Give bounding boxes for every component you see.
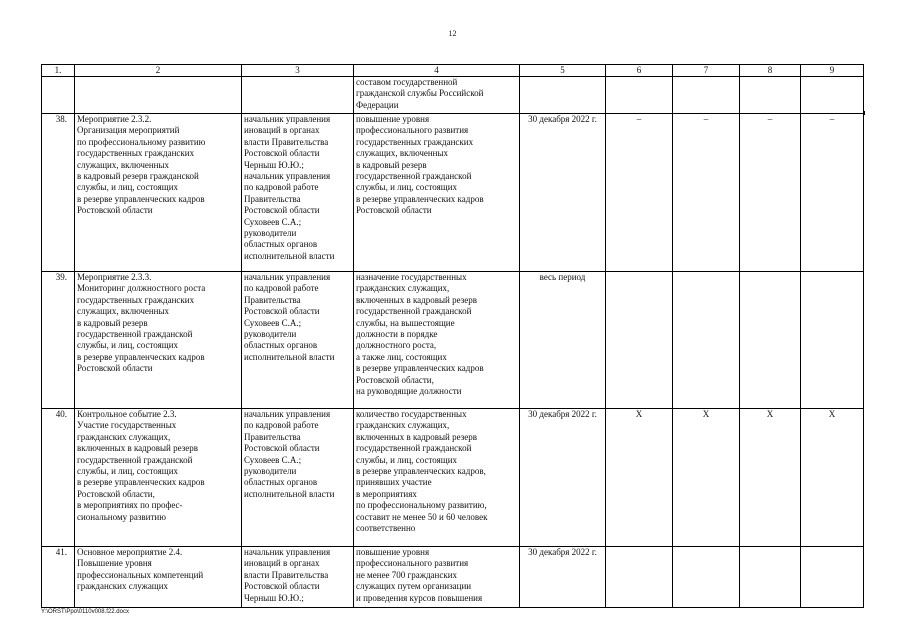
result-cell [354,272,520,409]
margin-tick [864,111,867,115]
header-cell: 8 [740,65,801,77]
cell [42,77,75,114]
measure-cell [75,272,242,409]
header-cell: 6 [606,65,673,77]
text-line: Повышение уровня [77,558,152,569]
text-line: Ростовской области [244,443,320,454]
measure-cell [75,409,242,547]
row-number: 39. [42,272,75,409]
text-line: гражданских служащих, [356,420,450,431]
text-line: государственной гражданской [356,443,472,454]
text-line: по профессиональному развитию, [356,500,487,511]
text-line: гражданских служащих, [356,283,450,294]
text-line: должности в порядке [356,329,438,340]
deadline-cell: 30 декабря 2022 г. [520,409,606,547]
text-line: Участие государственных [77,420,177,431]
text-line: профессионального развития [356,558,469,569]
text-line: Правительства [244,193,301,204]
table-row [42,547,864,608]
cont-col4 [354,77,520,114]
text-line: Мероприятие 2.3.2. [77,114,152,124]
header-cell: 3 [242,65,354,77]
text-line: включенных в кадровый резерв [356,294,478,305]
text-line: служащих, включенных [356,148,449,159]
text-line: Ростовской области [244,148,320,159]
text-line: Суховеев С.А.; [244,454,302,465]
text-line: в резерве управленческих кадров, [356,466,486,477]
text-line: исполнительной власти [244,351,335,362]
row-number: 41. [42,547,75,608]
text-line: Ростовской области [356,205,432,216]
responsible-cell [242,547,354,608]
text-line: службы, и лиц, состоящих [77,466,179,477]
text-line: областных органов [244,239,318,250]
year-cell [801,272,864,409]
cell [673,77,740,114]
responsible-cell [242,409,354,547]
year-cell: – [740,114,801,272]
text-line: Суховеев С.А.; [244,317,302,328]
year-cell [606,272,673,409]
text-line: Суховеев С.А.; [244,216,302,227]
text-line: руководители [244,329,297,340]
text-line: и проведения курсов повышения [356,592,483,603]
header-row [42,65,864,77]
measure-cell [75,547,242,608]
text-line: начальник управления [244,547,331,557]
year-cell: – [673,114,740,272]
cell [801,77,864,114]
responsible-cell [242,272,354,409]
text-line: включенных в кадровый резерв [356,431,478,442]
text-line: государственной гражданской [356,171,472,182]
text-line: иноваций в органах [244,125,320,136]
text-line: Ростовской области [244,306,320,317]
text-line: власти Правительства [244,136,329,147]
year-cell [606,547,673,608]
text-line: повышение уровня [356,547,430,557]
text-line: в мероприятиях [356,488,417,499]
text-line: государственных гражданских [77,294,195,305]
file-path-footer: Y:\ORST\Ppo\0110v008.f22.docx [41,609,129,615]
text-line: службы, и лиц, состоящих [356,182,458,193]
year-cell [801,547,864,608]
text-line: Организация мероприятий [77,125,180,136]
text-line: Черныш Ю.Ю.; [244,159,304,170]
text-line: Ростовской области [244,581,320,592]
year-cell: X [606,409,673,547]
year-cell [673,272,740,409]
text-line: Мероприятие 2.3.3. [77,272,152,282]
text-line: по кадровой работе [244,182,319,193]
text-line: Ростовской области [77,363,153,374]
text-line: назначение государственных [356,272,467,282]
text-line: в кадровый резерв гражданской [77,171,199,182]
text-line: в резерве управленческих кадров [77,477,205,488]
text-line: по кадровой работе [244,420,319,431]
row-number: 38. [42,114,75,272]
text-line: профессионального развития [356,125,469,136]
measure-cell [75,114,242,272]
text-line: государственной гражданской [77,454,193,465]
year-cell [673,547,740,608]
deadline-cell: весь период [520,272,606,409]
text-line: начальник управления [244,409,331,419]
text-line: государственных гражданских [356,136,474,147]
responsible-cell [242,114,354,272]
year-cell [740,547,801,608]
text-line: в кадровый резерв [77,317,148,328]
text-line: Основное мероприятие 2.4. [77,547,183,557]
text-line: гражданской службы Российской [356,88,484,99]
text-line: не менее 700 гражданских [356,569,458,580]
text-line: руководители [244,466,297,477]
result-cell [354,547,520,608]
year-cell: – [606,114,673,272]
year-cell: X [740,409,801,547]
text-line: в резерве управленческих кадров [77,351,205,362]
text-line: составом государственной [356,77,458,87]
text-line: Ростовской области, [356,374,434,385]
header-cell: 9 [801,65,864,77]
header-cell: 1. [42,65,75,77]
deadline-cell: 30 декабря 2022 г. [520,547,606,608]
text-line: соответственно [356,523,416,534]
text-line: на руководящие должности [356,386,462,397]
header-cell: 5 [520,65,606,77]
text-line: государственной гражданской [77,329,193,340]
text-line: службы, и лиц, состоящих [77,340,179,351]
text-line: государственных гражданских [77,148,195,159]
cell [242,77,354,114]
text-line: Федерации [356,99,399,110]
text-line: гражданских служащих [77,581,169,592]
text-line: государственной гражданской [356,306,472,317]
header-cell: 7 [673,65,740,77]
text-line: а также лиц, состоящих [356,351,447,362]
text-line: Контрольное событие 2.3. [77,409,177,419]
text-line: количество государственных [356,409,467,419]
text-line: в резерве управленческих кадров [356,193,484,204]
text-line: областных органов [244,340,318,351]
text-line: по кадровой работе [244,283,319,294]
text-line: служащих, включенных [77,159,170,170]
header-cell: 4 [354,65,520,77]
row-number: 40. [42,409,75,547]
table-row [42,114,864,272]
text-line: профессиональных компетенций [77,569,204,580]
text-line: Ростовской области [77,205,153,216]
text-line: Мониторинг должностного роста [77,283,206,294]
table-row [42,272,864,409]
text-line: гражданских служащих, [77,431,171,442]
text-line: областных органов [244,477,318,488]
text-line: служащих, включенных [77,306,170,317]
text-line: сиональному развитию [77,511,166,522]
text-line: начальник управления [244,114,331,124]
text-line: в кадровый резерв [356,159,427,170]
text-line: по профессиональному развитию [77,136,206,147]
text-line: исполнительной власти [244,250,335,261]
text-line: составит не менее 50 и 60 человек [356,511,488,522]
page-number: 12 [448,29,457,38]
program-table [41,64,864,608]
year-cell: – [801,114,864,272]
text-line: включенных в кадровый резерв [77,443,199,454]
text-line: Черныш Ю.Ю.; [244,592,304,603]
continuation-row [42,77,864,114]
result-cell [354,114,520,272]
text-line: власти Правительства [244,569,329,580]
text-line: Ростовской области, [77,488,155,499]
text-line: повышение уровня [356,114,430,124]
cell [75,77,242,114]
text-line: служащих путем организации [356,581,472,592]
text-line: Правительства [244,294,301,305]
text-line: в резерве управленческих кадров [77,193,205,204]
text-line: начальник управления [244,272,331,282]
text-line: принявших участие [356,477,432,488]
text-line: руководители [244,228,297,239]
deadline-cell: 30 декабря 2022 г. [520,114,606,272]
cell [520,77,606,114]
text-line: в резерве управленческих кадров [356,363,484,374]
cell [606,77,673,114]
text-line: службы, и лиц, состоящих [77,182,179,193]
text-line: Ростовской области [244,205,320,216]
text-line: службы, и лиц, состоящих [356,454,458,465]
year-cell: X [801,409,864,547]
text-line: в мероприятиях по профес- [77,500,183,511]
text-line: начальник управления [244,171,331,182]
year-cell [740,272,801,409]
table-row [42,409,864,547]
text-line: должностного роста, [356,340,437,351]
year-cell: X [673,409,740,547]
cell [740,77,801,114]
header-cell: 2 [75,65,242,77]
text-line: Правительства [244,431,301,442]
text-line: службы, на вышестоящие [356,317,455,328]
text-line: иноваций в органах [244,558,320,569]
text-line: исполнительной власти [244,488,335,499]
result-cell [354,409,520,547]
